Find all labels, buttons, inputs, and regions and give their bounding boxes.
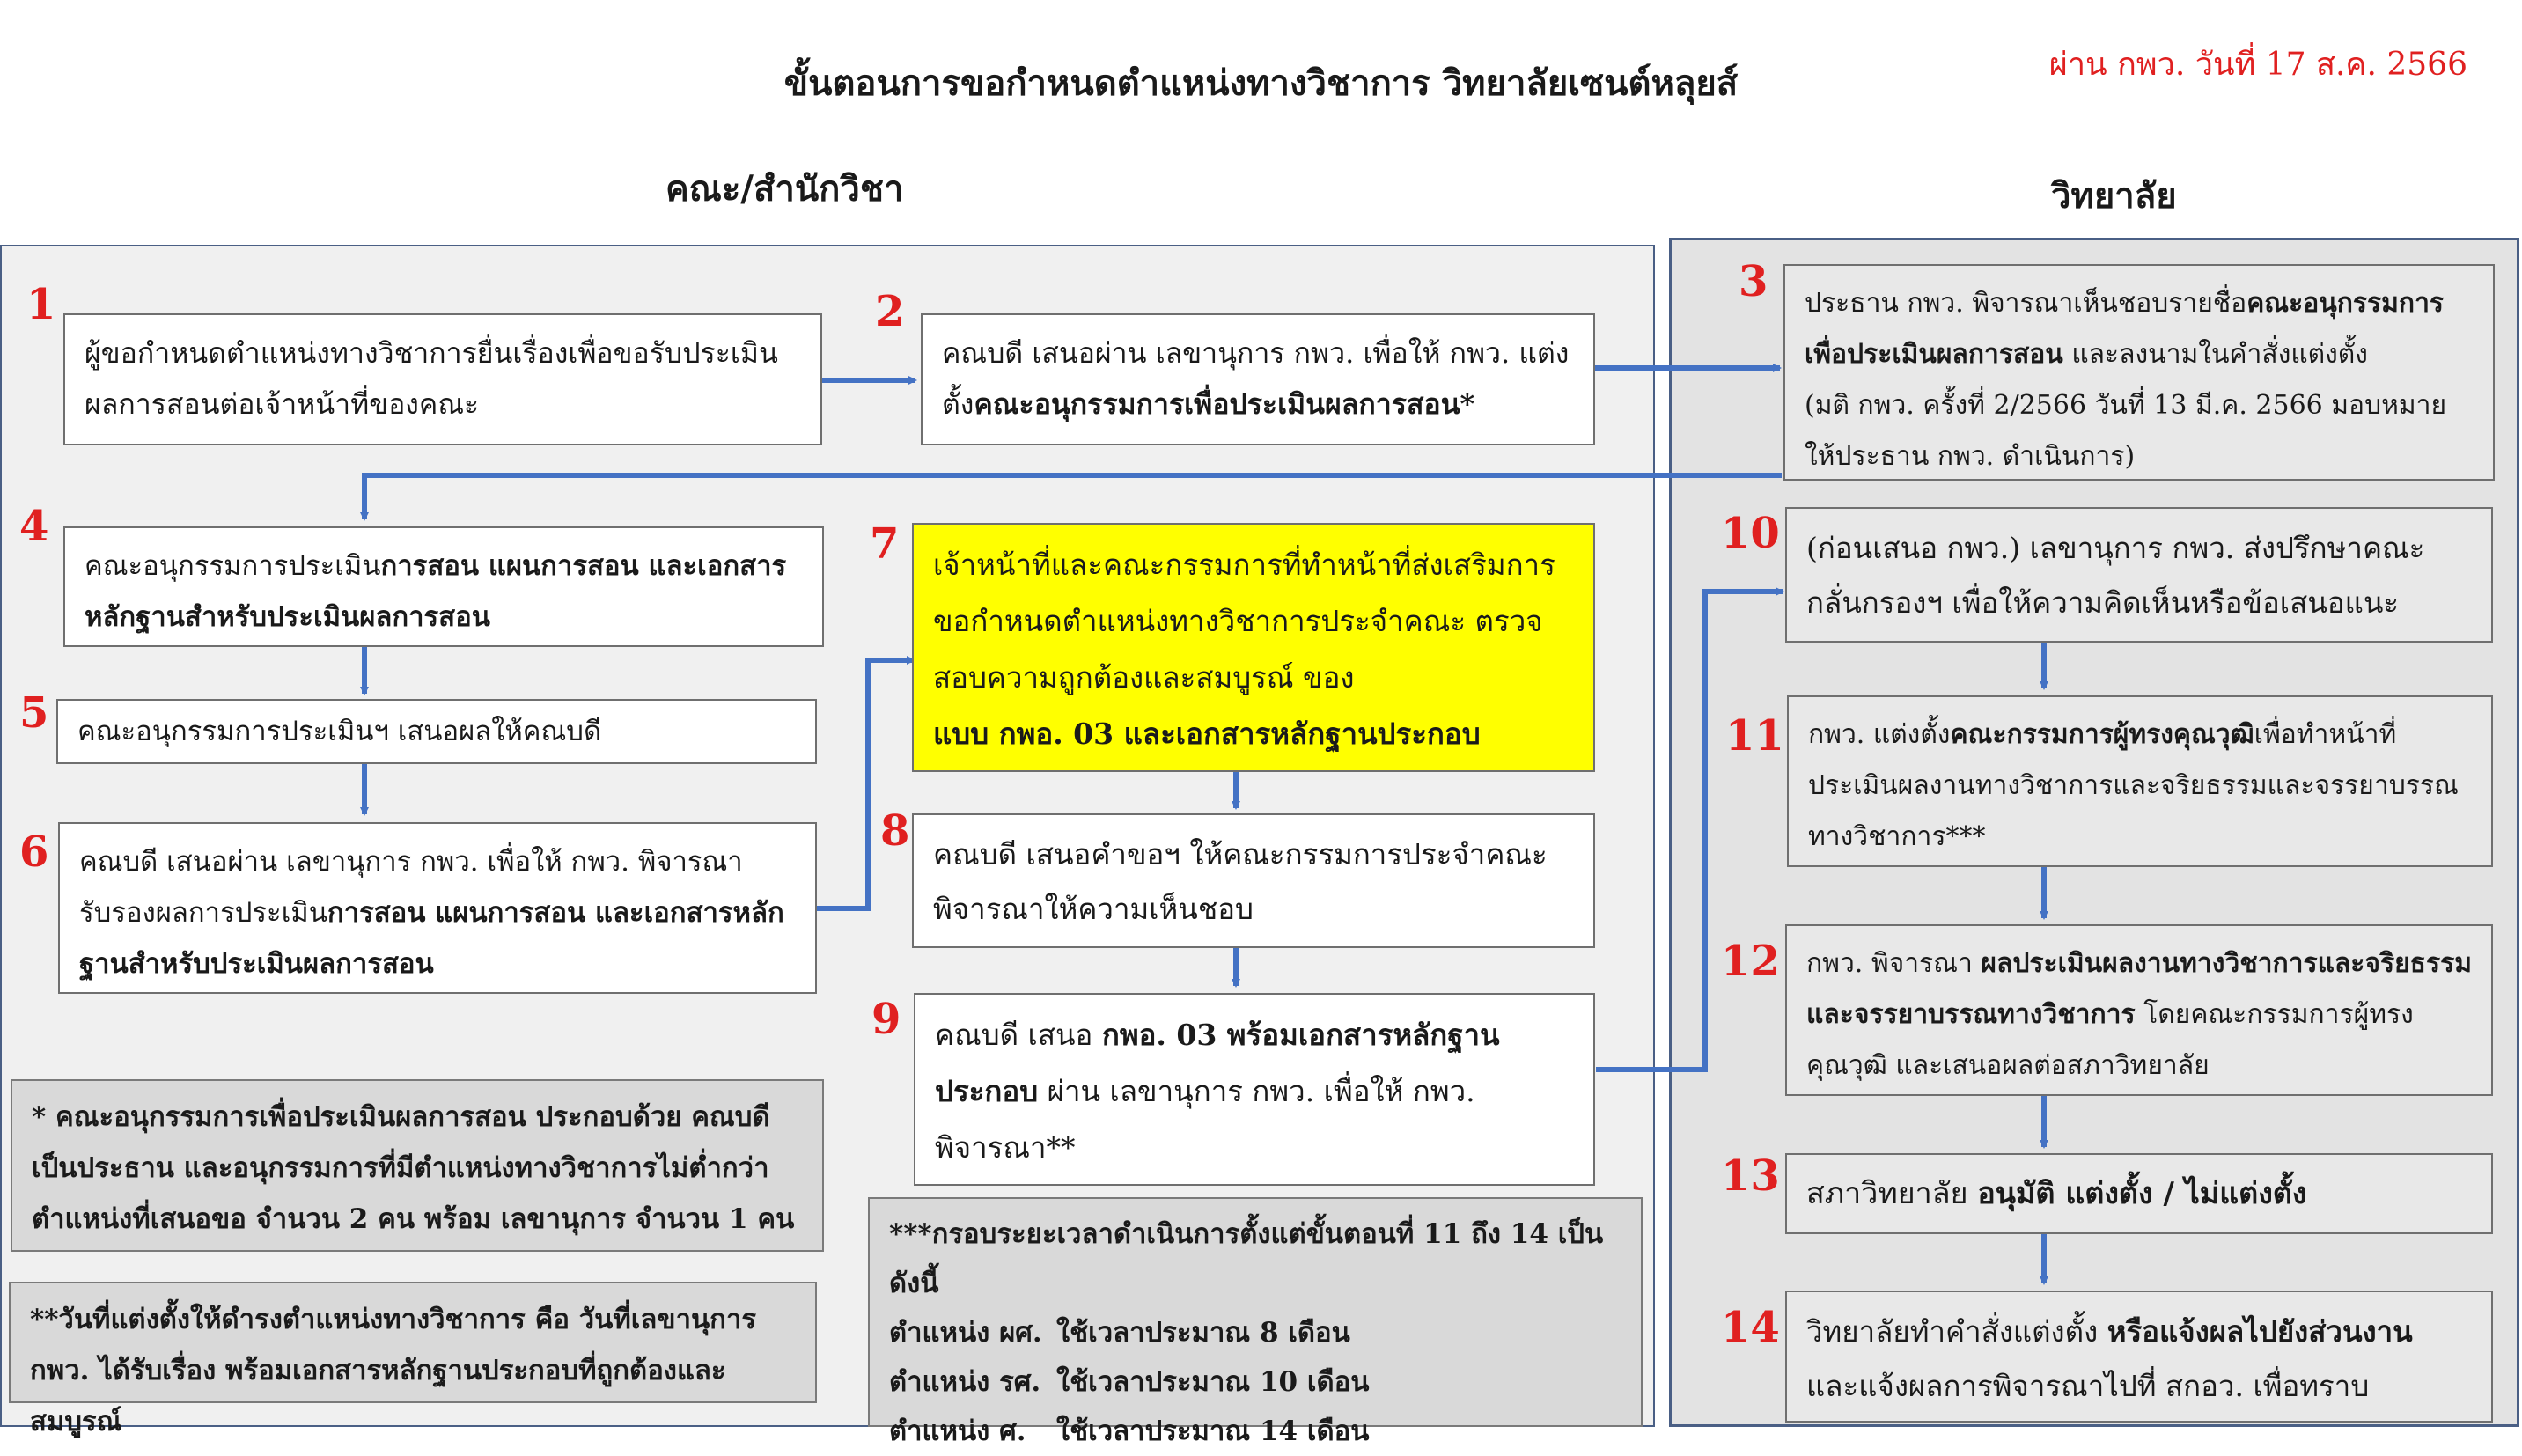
timeframe-footnote [868, 1197, 1643, 1447]
timeframe-position: ตำแหน่ง ผศ. [889, 1317, 1042, 1349]
step-6-text: คณบดี เสนอผ่าน เลขานุการ กพว. เพื่อให้ กพว. พิจารณารับรองผลการประเมิน [79, 846, 743, 929]
page-title: ขั้นตอนการขอกำหนดตำแหน่งทางวิชาการ วิทยาลัยเซนต์หลุยส์ [783, 63, 1739, 104]
step-10-text: (ก่อนเสนอ กพว.) เลขานุการ กพว. ส่งปรึกษาคณะกลั่นกรองฯ เพื่อให้ความคิดเห็นหรือข้อเสนอแนะ [1806, 531, 2425, 620]
step-10-box [1785, 507, 2493, 643]
timeframe-position: ตำแหน่ง รศ. [889, 1366, 1041, 1398]
timeframe-row [889, 1407, 1621, 1456]
committee-footnote-text: * คณะอนุกรรมการเพื่อประเมินผลการสอน ประกอบด้วย คณบดี เป็นประธาน และอนุกรรมการที่มีตำแหน่งทางวิชาการไม่ต่ำกว่าตำแหน่งที่เสนอขอ จำนวน 2 คน พร้อม เลขานุการ จำนวน 1 คน [32, 1101, 795, 1235]
step-number-1: 1 [26, 280, 56, 329]
step-7-box [912, 523, 1595, 772]
timeframe-duration: ใช้เวลาประมาณ 8 เดือน [1056, 1317, 1350, 1349]
step-number-5: 5 [19, 688, 49, 738]
timeframe-duration: ใช้เวลาประมาณ 10 เดือน [1056, 1366, 1370, 1398]
step-11-committee: คณะกรรมการผู้ทรงคุณวุฒิ [1950, 719, 2254, 750]
step-7-text: เจ้าหน้าที่และคณะกรรมการที่ทำหน้าที่ส่งเสริมการขอกำหนดตำแหน่งทางวิชาการประจำคณะ ตรวจสอบความถูกต้องและสมบูรณ์ ของ [933, 548, 1555, 695]
step-14-text: วิทยาลัยทำคำสั่งแต่งตั้ง [1806, 1314, 2107, 1349]
step-13-decision: อนุมัติ แต่งตั้ง / ไม่แต่งตั้ง [1977, 1176, 2307, 1211]
appointment-date-footnote [9, 1282, 817, 1438]
step-2-text: คณบดี เสนอผ่าน เลขานุการ กพว. เพื่อให้ กพว. แต่งตั้ง [942, 336, 1570, 421]
step-3-resolution: (มติ กพว. ครั้งที่ 2/2566 วันที่ 13 มี.ค. 2566 มอบหมายให้ประธาน กพว. ดำเนินการ) [1805, 390, 2447, 472]
step-3-box [1783, 264, 2495, 481]
step-number-2: 2 [875, 287, 905, 336]
step-11-text: กพว. แต่งตั้ง [1808, 719, 1951, 750]
college-column-heading: วิทยาลัย [2051, 175, 2177, 217]
step-12-route: โดยคณะกรรมการผู้ทรงคุณวุฒิ และเสนอผลต่อสภาวิทยาลัย [1806, 999, 2414, 1081]
step-number-8: 8 [880, 806, 910, 856]
step-12-evaluation: ผลประเมินผลงานทางวิชาการและจริยธรรมและจรรยาบรรณทางวิชาการ [1806, 948, 2472, 1030]
timeframe-row [889, 1308, 1621, 1357]
step-4-text: คณะอนุกรรมการประเมิน [85, 550, 381, 582]
step-14-notify: หรือแจ้งผลไปยังส่วนงาน [2107, 1314, 2413, 1349]
step-9-text: คณบดี เสนอ [935, 1018, 1102, 1052]
step-3-text: ประธาน กพว. พิจารณาเห็นชอบรายชื่อ [1805, 288, 2247, 319]
step-number-3: 3 [1739, 257, 1768, 306]
step-2-box [921, 313, 1595, 445]
step-number-10: 10 [1721, 509, 1780, 558]
arrow-3-to-4 [364, 475, 1782, 519]
appointment-date-footnote-text: **วันที่แต่งตั้งให้ดำรงตำแหน่งทางวิชาการ คือ วันที่เลขานุการ กพว. ได้รับเรื่อง พร้อมเอกสารหลักฐานประกอบที่ถูกต้องและสมบูรณ์ [30, 1304, 756, 1438]
step-1-text: ผู้ขอกำหนดตำแหน่งทางวิชาการยื่นเรื่องเพื่อขอรับประเมินผลการสอนต่อเจ้าหน้าที่ของคณะ [85, 336, 778, 421]
step-number-6: 6 [19, 827, 49, 877]
step-9-box [914, 993, 1595, 1186]
step-number-11: 11 [1725, 711, 1784, 761]
arrow-6-to-7 [817, 660, 914, 908]
step-11-duty: เพื่อทำหน้าที่ประเมินผลงานทางวิชาการและจริยธรรมและจรรยาบรรณทางวิชาการ*** [1808, 719, 2459, 852]
step-9-form: กพอ. 03 พร้อมเอกสารหลักฐานประกอบ [935, 1018, 1500, 1108]
arrow-9-to-10 [1596, 592, 1783, 1070]
step-4-scope: การสอน แผนการสอน และเอกสารหลักฐานสำหรับประเมินผลการสอน [85, 550, 787, 633]
step-3-committee: คณะอนุกรรมการเพื่อประเมินผลการสอน [1805, 288, 2445, 370]
step-number-9: 9 [871, 995, 901, 1044]
step-3-signing: และลงนามในคำสั่งแต่งตั้ง [2062, 339, 2368, 370]
step-number-7: 7 [870, 519, 900, 569]
step-9-route: ผ่าน เลขานุการ กพว. เพื่อให้ กพว. พิจารณา** [935, 1074, 1475, 1165]
step-number-12: 12 [1721, 937, 1780, 986]
step-11-box [1787, 695, 2493, 867]
step-8-box [912, 813, 1595, 948]
approval-note: ผ่าน กพว. วันที่ 17 ส.ค. 2566 [2048, 47, 2467, 83]
step-14-report: และแจ้งผลการพิจารณาไปที่ สกอว. เพื่อทราบ [1806, 1369, 2370, 1403]
faculty-column-heading: คณะ/สำนักวิชา [665, 168, 904, 210]
step-8-text: คณบดี เสนอคำขอฯ ให้คณะกรรมการประจำคณะพิจารณาให้ความเห็นชอบ [933, 837, 1548, 926]
timeframe-heading: ***กรอบระยะเวลาดำเนินการตั้งแต่ขั้นตอนที่ 11 ถึง 14 เป็นดังนี้ [889, 1218, 1604, 1299]
step-12-box [1785, 924, 2493, 1096]
timeframe-row [889, 1357, 1621, 1407]
timeframe-duration: ใช้เวลาประมาณ 14 เดือน [1056, 1416, 1370, 1447]
step-7-form: แบบ กพอ. 03 และเอกสารหลักฐานประกอบ [933, 717, 1481, 751]
step-6-scope: การสอน แผนการสอน และเอกสารหลักฐานสำหรับประเมินผลการสอน [79, 897, 784, 980]
step-number-14: 14 [1721, 1303, 1780, 1352]
step-1-box [63, 313, 822, 445]
step-14-box [1785, 1291, 2493, 1423]
step-12-text: กพว. พิจารณา [1806, 948, 1982, 979]
step-13-box [1785, 1153, 2493, 1234]
step-4-box [63, 526, 824, 647]
step-13-text: สภาวิทยาลัย [1806, 1176, 1978, 1211]
step-2-committee: คณะอนุกรรมการเพื่อประเมินผลการสอน* [974, 387, 1475, 421]
step-5-text: คณะอนุกรรมการประเมินฯ เสนอผลให้คณบดี [77, 716, 602, 747]
committee-footnote [11, 1079, 824, 1252]
step-6-box [58, 822, 817, 994]
step-number-13: 13 [1721, 1151, 1780, 1201]
step-number-4: 4 [19, 502, 49, 551]
step-5-box [56, 699, 817, 764]
timeframe-position: ตำแหน่ง ศ. [889, 1416, 1026, 1447]
